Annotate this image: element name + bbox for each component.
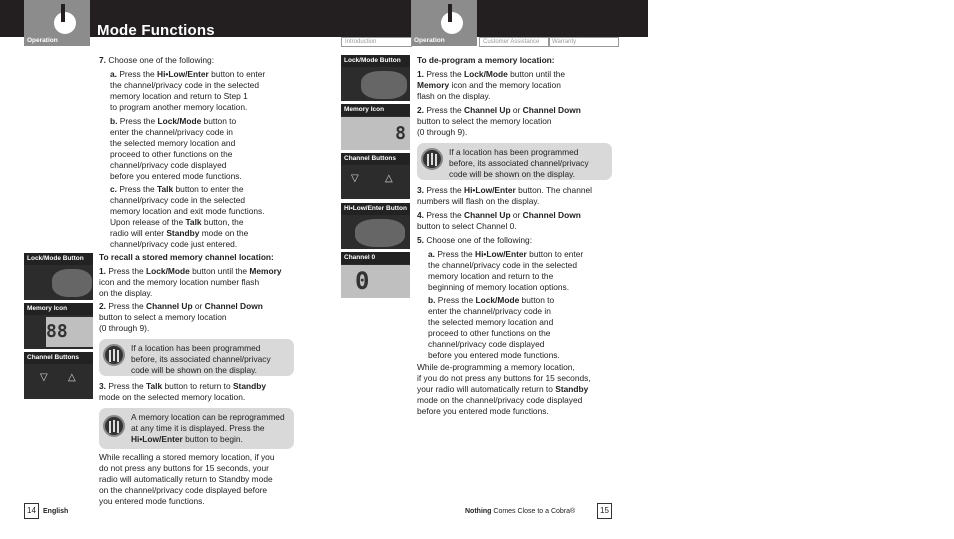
lcd-display-image: 88 bbox=[46, 317, 93, 347]
channel-buttons-photo bbox=[341, 153, 410, 199]
lock-mode-photo bbox=[341, 55, 410, 101]
photo-caption: Hi•Low/Enter Button bbox=[341, 203, 410, 215]
tip-text: A memory location can be reprogrammed at any time it is displayed. Press the Hi•Low/Enter button to begin. bbox=[131, 412, 285, 444]
deprogram-step5b: b. Press the Lock/Mode button to enter the channel/privacy code in the selected memory location and proceed to other functions on the channel/privacy code displayed before you entered mode functions. bbox=[428, 295, 560, 360]
tip-box bbox=[99, 408, 294, 449]
photo-caption: Channel 0 bbox=[341, 252, 410, 264]
operation-icon bbox=[441, 12, 463, 34]
page-title: Mode Functions bbox=[97, 22, 215, 39]
triangle-down-icon: ▽ bbox=[40, 372, 48, 383]
deprogram-step5a: a. Press the Hi•Low/Enter button to enter the channel/privacy code in the selected memory location and return to the beginning of memory location options. bbox=[428, 249, 584, 292]
closing-paragraph: While recalling a stored memory location, if you do not press any buttons for 15 seconds, your radio will automatically return to Standby mode on the channel/privacy code displayed before you entered mode functions. bbox=[99, 452, 275, 506]
info-icon bbox=[103, 415, 125, 437]
tip-text: If a location has been programmed before, its associated channel/privacy code will be shown on the display. bbox=[131, 343, 271, 375]
hilow-enter-button-image bbox=[355, 219, 405, 247]
lock-mode-button-image bbox=[361, 71, 407, 99]
triangle-down-icon: ▽ bbox=[351, 173, 359, 184]
channel-0-photo bbox=[341, 252, 410, 298]
step7-intro: 7. Choose one of the following: bbox=[99, 55, 215, 65]
deprogram-closing: While de-programming a memory location, if you do not press any buttons for 15 seconds, your radio will automatically return to Standby mode on the channel/privacy code displayed before you entered mode functions. bbox=[417, 362, 591, 416]
tip-text: If a location has been programmed before, its associated channel/privacy code will be shown on the display. bbox=[449, 147, 589, 179]
memory-icon-photo bbox=[24, 303, 93, 349]
deprogram-step4: 4. Press the Channel Up or Channel Down button to select Channel 0. bbox=[417, 210, 581, 231]
tip-box bbox=[99, 339, 294, 376]
lcd-display-image: 8 bbox=[341, 117, 410, 150]
info-icon bbox=[421, 148, 443, 170]
recall-step1: 1. Press the Lock/Mode button until the Memory icon and the memory location number flash on the display. bbox=[99, 266, 282, 298]
recall-step2: 2. Press the Channel Up or Channel Down button to select a memory location (0 through 9). bbox=[99, 301, 263, 333]
step7a: a. Press the Hi•Low/Enter button to enter the channel/privacy code in the selected memory location and return to Step 1 to program another memory location. bbox=[110, 69, 266, 112]
left-tab-label: Operation bbox=[27, 37, 58, 44]
channel-buttons-photo bbox=[24, 352, 93, 399]
deprogram-heading: To de-program a memory location: bbox=[417, 55, 555, 65]
deprogram-step1: 1. Press the Lock/Mode button until the Memory icon and the memory location flash on the display. bbox=[417, 69, 566, 101]
right-tab-label: Operation bbox=[414, 37, 445, 44]
lcd-display-image: 0 bbox=[341, 265, 410, 298]
triangle-up-icon: △ bbox=[385, 173, 393, 184]
deprogram-step5: 5. Choose one of the following: bbox=[417, 235, 533, 245]
hilow-enter-photo bbox=[341, 203, 410, 249]
page-number: 14 bbox=[24, 503, 39, 519]
triangle-up-icon: △ bbox=[68, 372, 76, 383]
deprogram-step3: 3. Press the Hi•Low/Enter button. The channel numbers will flash on the display. bbox=[417, 185, 593, 206]
page-number: 15 bbox=[597, 503, 612, 519]
recall-heading: To recall a stored memory channel location: bbox=[99, 252, 274, 262]
photo-caption: Lock/Mode Button bbox=[24, 253, 93, 265]
footer-language: English bbox=[43, 508, 69, 515]
operation-icon bbox=[54, 12, 76, 34]
memory-icon-photo bbox=[341, 104, 410, 150]
info-icon bbox=[103, 344, 125, 366]
lock-mode-button-image bbox=[52, 269, 92, 297]
photo-caption: Memory Icon bbox=[24, 303, 93, 315]
nav-tab-introduction[interactable]: Introduction bbox=[341, 37, 412, 47]
deprogram-step2: 2. Press the Channel Up or Channel Down button to select the memory location (0 through 9). bbox=[417, 105, 581, 137]
photo-caption: Channel Buttons bbox=[24, 352, 93, 364]
recall-step3: 3. Press the Talk button to return to Standby mode on the selected memory location. bbox=[99, 381, 266, 402]
footer-tagline: Nothing Comes Close to a Cobra® bbox=[465, 508, 576, 515]
nav-tab-warranty[interactable]: Warranty bbox=[548, 37, 619, 47]
photo-caption: Memory Icon bbox=[341, 104, 410, 116]
tip-box bbox=[417, 143, 612, 180]
lock-mode-photo bbox=[24, 253, 93, 300]
photo-caption: Lock/Mode Button bbox=[341, 55, 410, 67]
step7b: b. Press the Lock/Mode button to enter the channel/privacy code in the selected memory location and proceed to other functions on the channel/privacy code displayed before you entered mode functions. bbox=[110, 116, 242, 181]
step7c: c. Press the Talk button to enter the channel/privacy code in the selected memory location and exit mode functions. Upon release of the Talk button, the radio will enter Standby mode on the channel/privacy code just entered. bbox=[110, 184, 265, 249]
photo-caption: Channel Buttons bbox=[341, 153, 410, 165]
nav-tab-customer-assistance[interactable]: Customer Assistance bbox=[479, 37, 550, 47]
